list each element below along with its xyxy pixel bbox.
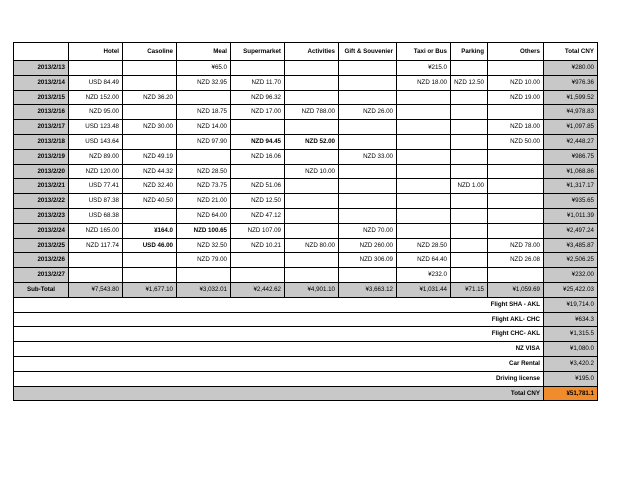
meal-cell[interactable]: NZD 14.00 bbox=[177, 120, 231, 135]
casoline-cell[interactable] bbox=[123, 253, 177, 268]
activities-cell[interactable] bbox=[285, 268, 339, 283]
supermarket-cell[interactable]: NZD 107.09 bbox=[231, 223, 285, 238]
others-cell[interactable] bbox=[488, 179, 544, 194]
date-cell[interactable]: 2013/2/18 bbox=[14, 134, 69, 149]
date-cell[interactable]: 2013/2/26 bbox=[14, 253, 69, 268]
header-supermarket[interactable]: Supermarket bbox=[231, 43, 285, 61]
meal-cell[interactable]: NZD 73.75 bbox=[177, 179, 231, 194]
taxi-cell[interactable] bbox=[397, 223, 451, 238]
total-cny-cell[interactable]: ¥4,978.83 bbox=[544, 105, 598, 120]
summary-label-cell[interactable]: NZ VISA bbox=[488, 342, 544, 357]
meal-cell[interactable]: NZD 79.00 bbox=[177, 253, 231, 268]
total-cny-cell[interactable]: ¥2,497.24 bbox=[544, 223, 598, 238]
taxi-cell[interactable]: ¥215.0 bbox=[397, 61, 451, 76]
hotel-cell[interactable]: USD 143.64 bbox=[69, 134, 123, 149]
gift-cell[interactable] bbox=[339, 120, 397, 135]
supermarket-cell[interactable]: NZD 96.32 bbox=[231, 90, 285, 105]
supermarket-cell[interactable] bbox=[231, 268, 285, 283]
date-cell[interactable]: 2013/2/25 bbox=[14, 238, 69, 253]
meal-cell[interactable]: NZD 32.95 bbox=[177, 75, 231, 90]
summary-row bbox=[14, 297, 598, 312]
casoline-cell[interactable]: NZD 30.00 bbox=[123, 120, 177, 135]
total-cny-cell[interactable]: ¥1,068.86 bbox=[544, 164, 598, 179]
table-row bbox=[14, 223, 598, 238]
header-row bbox=[14, 43, 598, 61]
others-cell[interactable]: NZD 50.00 bbox=[488, 134, 544, 149]
summary-spacer-cell bbox=[14, 356, 488, 371]
total-cny-cell[interactable]: ¥232.00 bbox=[544, 268, 598, 283]
gift-cell[interactable] bbox=[339, 61, 397, 76]
taxi-cell[interactable]: NZD 28.50 bbox=[397, 238, 451, 253]
subtotal-parking-cell[interactable]: ¥71.15 bbox=[451, 282, 488, 297]
meal-cell[interactable]: ¥65.0 bbox=[177, 61, 231, 76]
table-row bbox=[14, 179, 598, 194]
summary-label-cell[interactable]: Driving license bbox=[488, 371, 544, 386]
taxi-cell[interactable] bbox=[397, 149, 451, 164]
table-row bbox=[14, 61, 598, 76]
meal-cell[interactable]: NZD 32.50 bbox=[177, 238, 231, 253]
table-row bbox=[14, 134, 598, 149]
table-row bbox=[14, 164, 598, 179]
summary-value-cell[interactable]: ¥51,781.1 bbox=[544, 386, 598, 401]
meal-cell[interactable] bbox=[177, 268, 231, 283]
casoline-cell[interactable]: NZD 40.50 bbox=[123, 194, 177, 209]
date-cell[interactable]: 2013/2/17 bbox=[14, 120, 69, 135]
table-row bbox=[14, 149, 598, 164]
supermarket-cell[interactable] bbox=[231, 61, 285, 76]
supermarket-cell[interactable]: NZD 16.06 bbox=[231, 149, 285, 164]
hotel-cell[interactable]: NZD 89.00 bbox=[69, 149, 123, 164]
casoline-cell[interactable] bbox=[123, 105, 177, 120]
casoline-cell[interactable] bbox=[123, 208, 177, 223]
meal-cell[interactable]: NZD 64.00 bbox=[177, 208, 231, 223]
activities-cell[interactable]: NZD 80.00 bbox=[285, 238, 339, 253]
supermarket-cell[interactable]: NZD 10.21 bbox=[231, 238, 285, 253]
date-cell[interactable]: 2013/2/23 bbox=[14, 208, 69, 223]
summary-row bbox=[14, 342, 598, 357]
taxi-cell[interactable] bbox=[397, 90, 451, 105]
supermarket-cell[interactable]: NZD 94.45 bbox=[231, 134, 285, 149]
date-cell[interactable]: 2013/2/19 bbox=[14, 149, 69, 164]
supermarket-cell[interactable]: NZD 12.50 bbox=[231, 194, 285, 209]
activities-cell[interactable] bbox=[285, 90, 339, 105]
hotel-cell[interactable] bbox=[69, 268, 123, 283]
casoline-cell[interactable]: NZD 36.20 bbox=[123, 90, 177, 105]
total-cny-cell[interactable]: ¥280.00 bbox=[544, 61, 598, 76]
casoline-cell[interactable] bbox=[123, 75, 177, 90]
hotel-cell[interactable]: USD 123.48 bbox=[69, 120, 123, 135]
casoline-cell[interactable]: ¥164.0 bbox=[123, 223, 177, 238]
summary-value-cell[interactable]: ¥1,080.0 bbox=[544, 342, 598, 357]
gift-cell[interactable] bbox=[339, 164, 397, 179]
taxi-cell[interactable] bbox=[397, 134, 451, 149]
date-cell[interactable]: 2013/2/24 bbox=[14, 223, 69, 238]
summary-row bbox=[14, 371, 598, 386]
activities-cell[interactable] bbox=[285, 253, 339, 268]
header-activities[interactable]: Activities bbox=[285, 43, 339, 61]
gift-cell[interactable]: NZD 260.00 bbox=[339, 238, 397, 253]
total-cny-cell[interactable]: ¥986.75 bbox=[544, 149, 598, 164]
supermarket-cell[interactable]: NZD 17.00 bbox=[231, 105, 285, 120]
others-cell[interactable] bbox=[488, 61, 544, 76]
summary-spacer-cell bbox=[14, 297, 488, 312]
summary-spacer-cell bbox=[14, 342, 488, 357]
summary-spacer-cell bbox=[14, 386, 488, 401]
header-others[interactable]: Others bbox=[488, 43, 544, 61]
date-cell[interactable]: 2013/2/13 bbox=[14, 61, 69, 76]
others-cell[interactable]: NZD 18.00 bbox=[488, 120, 544, 135]
header-hotel[interactable]: Hotel bbox=[69, 43, 123, 61]
hotel-cell[interactable]: USD 68.38 bbox=[69, 208, 123, 223]
others-cell[interactable] bbox=[488, 164, 544, 179]
summary-label-cell[interactable]: Car Rental bbox=[488, 356, 544, 371]
others-cell[interactable] bbox=[488, 105, 544, 120]
table-row bbox=[14, 90, 598, 105]
hotel-cell[interactable]: NZD 95.00 bbox=[69, 105, 123, 120]
expense-spreadsheet bbox=[13, 42, 598, 401]
header-taxi-or-bus[interactable]: Taxi or Bus bbox=[397, 43, 451, 61]
header-corner-cell[interactable] bbox=[14, 43, 69, 61]
date-cell[interactable]: 2013/2/14 bbox=[14, 75, 69, 90]
parking-cell[interactable] bbox=[451, 134, 488, 149]
subtotal-total-cell[interactable]: ¥25,422.03 bbox=[544, 282, 598, 297]
parking-cell[interactable] bbox=[451, 149, 488, 164]
summary-value-cell[interactable]: ¥3,420.2 bbox=[544, 356, 598, 371]
table-row bbox=[14, 238, 598, 253]
gift-cell[interactable] bbox=[339, 75, 397, 90]
summary-label-cell[interactable]: Flight CHC- AKL bbox=[488, 327, 544, 342]
total-cny-cell[interactable]: ¥3,485.87 bbox=[544, 238, 598, 253]
subtotal-casoline-cell[interactable]: ¥1,677.10 bbox=[123, 282, 177, 297]
taxi-cell[interactable] bbox=[397, 164, 451, 179]
summary-label-cell[interactable]: Flight SHA - AKL bbox=[488, 297, 544, 312]
total-cny-cell[interactable]: ¥1,097.85 bbox=[544, 120, 598, 135]
casoline-cell[interactable]: USD 46.00 bbox=[123, 238, 177, 253]
table-row bbox=[14, 268, 598, 283]
date-cell[interactable]: 2013/2/27 bbox=[14, 268, 69, 283]
summary-row bbox=[14, 327, 598, 342]
activities-cell[interactable] bbox=[285, 120, 339, 135]
gift-cell[interactable] bbox=[339, 194, 397, 209]
activities-cell[interactable]: NZD 10.00 bbox=[285, 164, 339, 179]
total-cny-cell[interactable]: ¥976.36 bbox=[544, 75, 598, 90]
meal-cell[interactable] bbox=[177, 149, 231, 164]
gift-cell[interactable]: NZD 26.00 bbox=[339, 105, 397, 120]
header-gift-souvenier[interactable]: Gift & Souvenier bbox=[339, 43, 397, 61]
meal-cell[interactable]: NZD 28.50 bbox=[177, 164, 231, 179]
hotel-cell[interactable] bbox=[69, 61, 123, 76]
header-casoline[interactable]: Casoline bbox=[123, 43, 177, 61]
gift-cell[interactable] bbox=[339, 208, 397, 223]
taxi-cell[interactable] bbox=[397, 179, 451, 194]
meal-cell[interactable]: NZD 18.75 bbox=[177, 105, 231, 120]
supermarket-cell[interactable]: NZD 11.70 bbox=[231, 75, 285, 90]
others-cell[interactable] bbox=[488, 208, 544, 223]
activities-cell[interactable] bbox=[285, 61, 339, 76]
taxi-cell[interactable]: NZD 18.00 bbox=[397, 75, 451, 90]
summary-row bbox=[14, 356, 598, 371]
meal-cell[interactable]: NZD 21.00 bbox=[177, 194, 231, 209]
total-cny-cell[interactable]: ¥1,011.39 bbox=[544, 208, 598, 223]
gift-cell[interactable] bbox=[339, 268, 397, 283]
parking-cell[interactable] bbox=[451, 223, 488, 238]
taxi-cell[interactable]: ¥232.0 bbox=[397, 268, 451, 283]
casoline-cell[interactable]: NZD 44.32 bbox=[123, 164, 177, 179]
spreadsheet-body bbox=[14, 43, 598, 401]
table-row bbox=[14, 253, 598, 268]
summary-value-cell[interactable]: ¥634.3 bbox=[544, 312, 598, 327]
gift-cell[interactable]: NZD 70.00 bbox=[339, 223, 397, 238]
subtotal-row bbox=[14, 282, 598, 297]
header-meal[interactable]: Meal bbox=[177, 43, 231, 61]
taxi-cell[interactable] bbox=[397, 105, 451, 120]
summary-value-cell[interactable]: ¥195.0 bbox=[544, 371, 598, 386]
date-cell[interactable]: 2013/2/16 bbox=[14, 105, 69, 120]
hotel-cell[interactable]: USD 84.49 bbox=[69, 75, 123, 90]
total-cny-cell[interactable]: ¥935.65 bbox=[544, 194, 598, 209]
others-cell[interactable] bbox=[488, 268, 544, 283]
supermarket-cell[interactable]: NZD 47.12 bbox=[231, 208, 285, 223]
others-cell[interactable] bbox=[488, 149, 544, 164]
parking-cell[interactable] bbox=[451, 208, 488, 223]
casoline-cell[interactable] bbox=[123, 268, 177, 283]
hotel-cell[interactable]: NZD 152.00 bbox=[69, 90, 123, 105]
header-parking[interactable]: Parking bbox=[451, 43, 488, 61]
subtotal-label[interactable]: Sub-Total bbox=[14, 282, 69, 297]
supermarket-cell[interactable] bbox=[231, 164, 285, 179]
casoline-cell[interactable] bbox=[123, 61, 177, 76]
casoline-cell[interactable]: NZD 32.40 bbox=[123, 179, 177, 194]
subtotal-others-cell[interactable]: ¥1,059.69 bbox=[488, 282, 544, 297]
subtotal-hotel-cell[interactable]: ¥7,543.80 bbox=[69, 282, 123, 297]
parking-cell[interactable] bbox=[451, 253, 488, 268]
hotel-cell[interactable]: NZD 120.00 bbox=[69, 164, 123, 179]
others-cell[interactable] bbox=[488, 194, 544, 209]
subtotal-gift-cell[interactable]: ¥3,663.12 bbox=[339, 282, 397, 297]
parking-cell[interactable] bbox=[451, 194, 488, 209]
table-row bbox=[14, 194, 598, 209]
activities-cell[interactable]: NZD 52.00 bbox=[285, 134, 339, 149]
supermarket-cell[interactable]: NZD 51.06 bbox=[231, 179, 285, 194]
meal-cell[interactable] bbox=[177, 90, 231, 105]
table-row bbox=[14, 75, 598, 90]
date-cell[interactable]: 2013/2/22 bbox=[14, 194, 69, 209]
summary-label-cell[interactable]: Flight AKL- CHC bbox=[488, 312, 544, 327]
summary-label-cell[interactable]: Total CNY bbox=[488, 386, 544, 401]
parking-cell[interactable] bbox=[451, 105, 488, 120]
summary-row bbox=[14, 312, 598, 327]
activities-cell[interactable] bbox=[285, 194, 339, 209]
activities-cell[interactable] bbox=[285, 149, 339, 164]
others-cell[interactable]: NZD 78.00 bbox=[488, 238, 544, 253]
hotel-cell[interactable]: USD 77.41 bbox=[69, 179, 123, 194]
gift-cell[interactable]: NZD 33.00 bbox=[339, 149, 397, 164]
hotel-cell[interactable] bbox=[69, 253, 123, 268]
others-cell[interactable] bbox=[488, 223, 544, 238]
casoline-cell[interactable]: NZD 49.19 bbox=[123, 149, 177, 164]
supermarket-cell[interactable] bbox=[231, 120, 285, 135]
activities-cell[interactable] bbox=[285, 208, 339, 223]
total-cny-cell[interactable]: ¥2,506.25 bbox=[544, 253, 598, 268]
supermarket-cell[interactable] bbox=[231, 253, 285, 268]
summary-value-cell[interactable]: ¥1,315.5 bbox=[544, 327, 598, 342]
date-cell[interactable]: 2013/2/15 bbox=[14, 90, 69, 105]
date-cell[interactable]: 2013/2/21 bbox=[14, 179, 69, 194]
table-row bbox=[14, 120, 598, 135]
total-cny-cell[interactable]: ¥1,599.52 bbox=[544, 90, 598, 105]
summary-spacer-cell bbox=[14, 371, 488, 386]
date-cell[interactable]: 2013/2/20 bbox=[14, 164, 69, 179]
taxi-cell[interactable] bbox=[397, 120, 451, 135]
summary-spacer-cell bbox=[14, 327, 488, 342]
taxi-cell[interactable] bbox=[397, 194, 451, 209]
summary-row bbox=[14, 386, 598, 401]
gift-cell[interactable] bbox=[339, 179, 397, 194]
subtotal-supermarket-cell[interactable]: ¥2,442.62 bbox=[231, 282, 285, 297]
others-cell[interactable]: NZD 26.08 bbox=[488, 253, 544, 268]
gift-cell[interactable] bbox=[339, 134, 397, 149]
total-cny-cell[interactable]: ¥1,317.17 bbox=[544, 179, 598, 194]
activities-cell[interactable] bbox=[285, 75, 339, 90]
subtotal-activities-cell[interactable]: ¥4,901.10 bbox=[285, 282, 339, 297]
hotel-cell[interactable]: NZD 117.74 bbox=[69, 238, 123, 253]
gift-cell[interactable]: NZD 306.09 bbox=[339, 253, 397, 268]
meal-cell[interactable]: NZD 97.90 bbox=[177, 134, 231, 149]
others-cell[interactable]: NZD 19.00 bbox=[488, 90, 544, 105]
summary-value-cell[interactable]: ¥19,714.0 bbox=[544, 297, 598, 312]
summary-spacer-cell bbox=[14, 312, 488, 327]
parking-cell[interactable] bbox=[451, 164, 488, 179]
header-total-cny[interactable]: Total CNY bbox=[544, 43, 598, 61]
casoline-cell[interactable] bbox=[123, 134, 177, 149]
subtotal-taxi-cell[interactable]: ¥1,031.44 bbox=[397, 282, 451, 297]
meal-cell[interactable]: NZD 100.65 bbox=[177, 223, 231, 238]
parking-cell[interactable] bbox=[451, 238, 488, 253]
table-row bbox=[14, 208, 598, 223]
activities-cell[interactable]: NZD 788.00 bbox=[285, 105, 339, 120]
parking-cell[interactable] bbox=[451, 90, 488, 105]
total-cny-cell[interactable]: ¥2,448.27 bbox=[544, 134, 598, 149]
parking-cell[interactable]: NZD 1.00 bbox=[451, 179, 488, 194]
activities-cell[interactable] bbox=[285, 223, 339, 238]
parking-cell[interactable] bbox=[451, 120, 488, 135]
activities-cell[interactable] bbox=[285, 179, 339, 194]
table-row bbox=[14, 105, 598, 120]
hotel-cell[interactable]: USD 87.38 bbox=[69, 194, 123, 209]
hotel-cell[interactable]: NZD 165.00 bbox=[69, 223, 123, 238]
parking-cell[interactable]: NZD 12.50 bbox=[451, 75, 488, 90]
taxi-cell[interactable] bbox=[397, 208, 451, 223]
parking-cell[interactable] bbox=[451, 61, 488, 76]
taxi-cell[interactable]: NZD 64.40 bbox=[397, 253, 451, 268]
parking-cell[interactable] bbox=[451, 268, 488, 283]
subtotal-meal-cell[interactable]: ¥3,032.01 bbox=[177, 282, 231, 297]
others-cell[interactable]: NZD 10.00 bbox=[488, 75, 544, 90]
gift-cell[interactable] bbox=[339, 90, 397, 105]
